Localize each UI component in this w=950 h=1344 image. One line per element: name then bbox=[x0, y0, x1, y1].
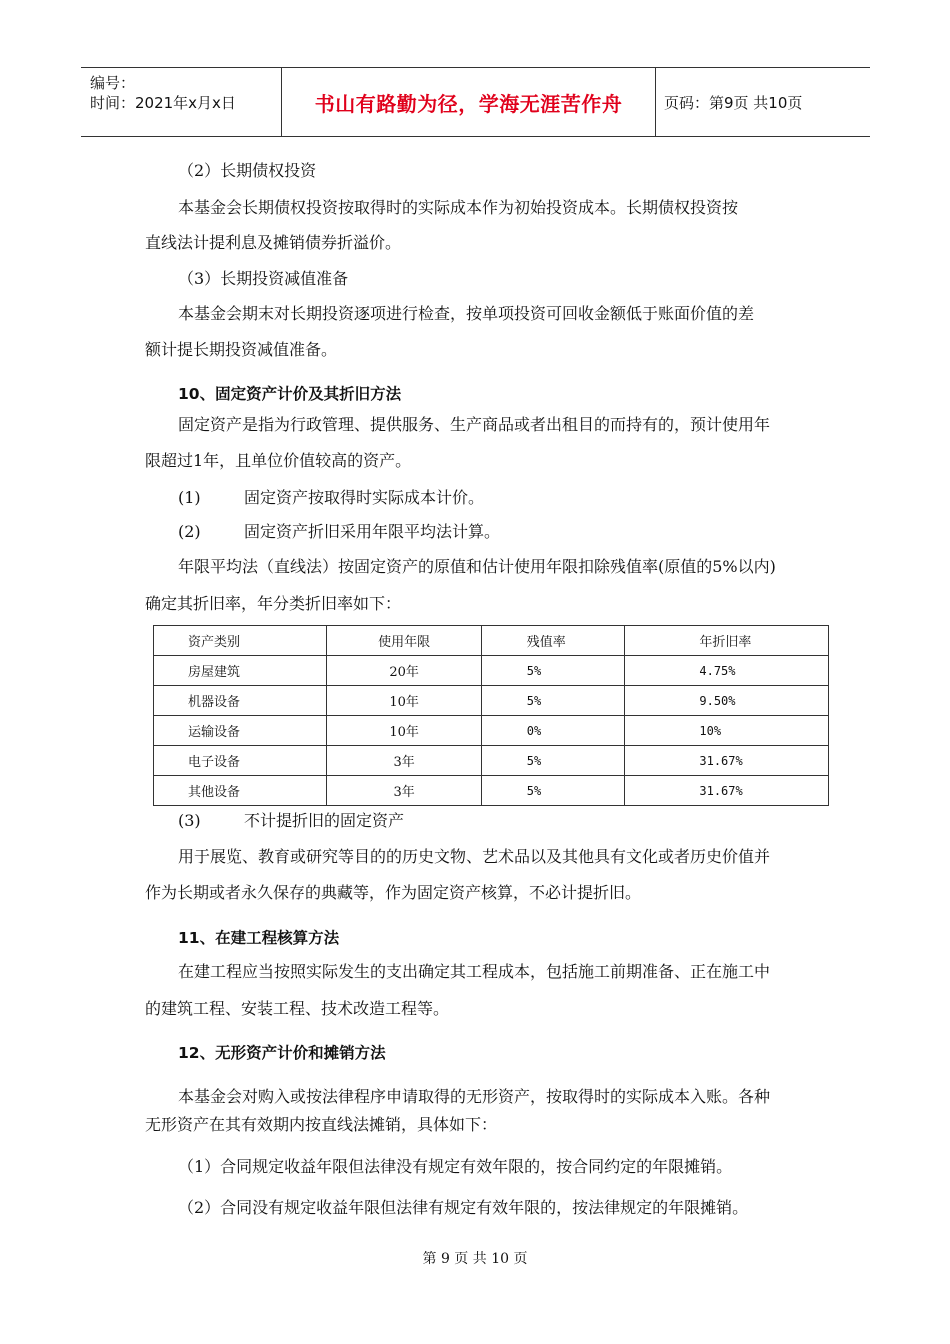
table-cell: 3年 bbox=[327, 746, 481, 776]
paragraph: 本基金会期末对长期投资逐项进行检查，按单项投资可回收金额低于账面价值的差 bbox=[178, 304, 755, 323]
list-item: （2）合同没有规定收益年限但法律有规定有效年限的，按法律规定的年限摊销。 bbox=[178, 1198, 749, 1217]
table-cell: 9.50% bbox=[625, 686, 829, 716]
list-text: 固定资产按取得时实际成本计价。 bbox=[244, 488, 485, 507]
table-cell: 运输设备 bbox=[154, 716, 327, 746]
paragraph: 年限平均法（直线法）按固定资产的原值和估计使用年限扣除残值率(原值的5%以内) bbox=[178, 557, 776, 576]
list-item bbox=[178, 522, 848, 542]
paragraph: 的建筑工程、安装工程、技术改造工程等。 bbox=[145, 999, 450, 1018]
paragraph: 直线法计提利息及摊销债券折溢价。 bbox=[145, 233, 402, 252]
table-row bbox=[154, 776, 829, 806]
paragraph: 无形资产在其有效期内按直线法摊销，具体如下： bbox=[145, 1115, 498, 1134]
table-header-cell: 残值率 bbox=[481, 626, 625, 656]
table-header-cell: 资产类别 bbox=[154, 626, 327, 656]
list-item: （1）合同规定收益年限但法律没有规定有效年限的，按合同约定的年限摊销。 bbox=[178, 1157, 733, 1176]
list-text: 固定资产折旧采用年限平均法计算。 bbox=[244, 522, 501, 541]
paragraph: 确定其折旧率，年分类折旧率如下： bbox=[145, 594, 402, 613]
table-cell: 5% bbox=[481, 686, 625, 716]
table-cell: 10年 bbox=[327, 716, 481, 746]
header-code-label: 编号： bbox=[90, 74, 136, 92]
list-number: (2) bbox=[178, 522, 201, 541]
paragraph: 固定资产是指为行政管理、提供服务、生产商品或者出租目的而持有的，预计使用年 bbox=[178, 415, 771, 434]
table-header-cell: 年折旧率 bbox=[625, 626, 829, 656]
table-row bbox=[154, 716, 829, 746]
paragraph: 作为长期或者永久保存的典藏等，作为固定资产核算，不必计提折旧。 bbox=[145, 883, 642, 902]
page-footer: 第 9 页 共 10 页 bbox=[422, 1251, 528, 1267]
table-row bbox=[154, 656, 829, 686]
table-cell: 5% bbox=[481, 776, 625, 806]
table-header-cell: 使用年限 bbox=[327, 626, 481, 656]
table-row bbox=[154, 746, 829, 776]
paragraph: （3）长期投资减值准备 bbox=[178, 269, 349, 288]
section-heading: 11、在建工程核算方法 bbox=[178, 929, 340, 947]
section-heading: 10、固定资产计价及其折旧方法 bbox=[178, 385, 402, 403]
list-item bbox=[178, 488, 848, 508]
table-cell: 31.67% bbox=[625, 746, 829, 776]
paragraph: 额计提长期投资减值准备。 bbox=[145, 340, 338, 359]
header-meta bbox=[81, 68, 282, 136]
paragraph: 本基金会长期债权投资按取得时的实际成本作为初始投资成本。长期债权投资按 bbox=[178, 198, 739, 217]
section-heading: 12、无形资产计价和摊销方法 bbox=[178, 1044, 386, 1062]
paragraph: 限超过1年，且单位价值较高的资产。 bbox=[145, 451, 412, 470]
list-number: (1) bbox=[178, 488, 201, 507]
header-page-label: 页码：第9页 共10页 bbox=[664, 93, 803, 112]
table-row bbox=[154, 686, 829, 716]
table-cell: 3年 bbox=[327, 776, 481, 806]
paragraph: 在建工程应当按照实际发生的支出确定其工程成本，包括施工前期准备、正在施工中 bbox=[178, 962, 771, 981]
table-cell: 机器设备 bbox=[154, 686, 327, 716]
table-cell: 10年 bbox=[327, 686, 481, 716]
table-cell: 10% bbox=[625, 716, 829, 746]
table-cell: 电子设备 bbox=[154, 746, 327, 776]
paragraph: （2）长期债权投资 bbox=[178, 161, 317, 180]
table-cell: 5% bbox=[481, 656, 625, 686]
depreciation-table bbox=[153, 625, 829, 806]
paragraph: 本基金会对购入或按法律程序申请取得的无形资产，按取得时的实际成本入账。各种 bbox=[178, 1087, 771, 1106]
header-slogan: 书山有路勤为径，学海无涯苦作舟 bbox=[282, 68, 656, 136]
paragraph: 用于展览、教育或研究等目的的历史文物、艺术品以及其他具有文化或者历史价值并 bbox=[178, 847, 771, 866]
table-cell: 4.75% bbox=[625, 656, 829, 686]
table-cell: 31.67% bbox=[625, 776, 829, 806]
table-cell: 房屋建筑 bbox=[154, 656, 327, 686]
table-cell: 20年 bbox=[327, 656, 481, 686]
list-text: 不计提折旧的固定资产 bbox=[244, 811, 405, 830]
table-cell: 0% bbox=[481, 716, 625, 746]
header-time-label: 时间：2021年x月x日 bbox=[90, 94, 236, 112]
page-header bbox=[81, 67, 870, 137]
table-cell: 其他设备 bbox=[154, 776, 327, 806]
list-number: (3) bbox=[178, 811, 201, 830]
table-cell: 5% bbox=[481, 746, 625, 776]
list-item bbox=[178, 811, 848, 831]
table-header-row bbox=[154, 626, 829, 656]
